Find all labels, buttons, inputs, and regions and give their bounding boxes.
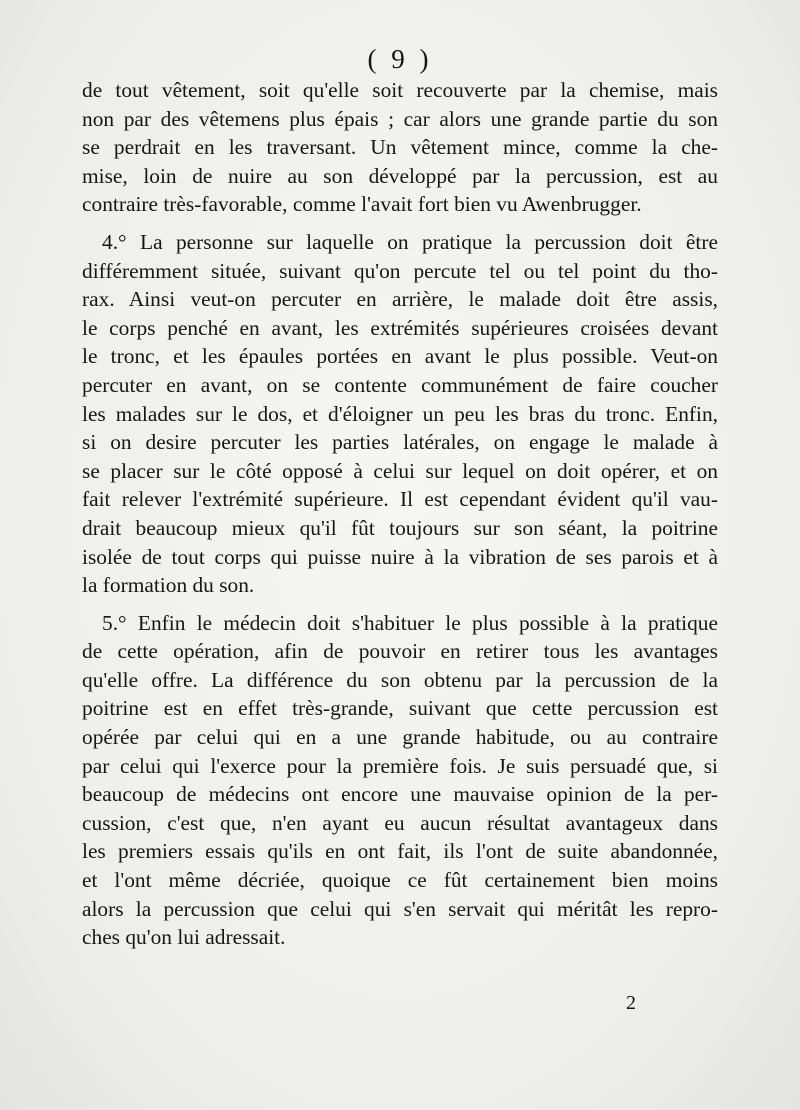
text-line: isolée de tout corps qui puisse nuire à la vibration de ses parois et à <box>82 544 718 569</box>
text-line: cussion, c'est que, n'en ayant eu aucun résultat avantageux dans <box>82 810 718 835</box>
paragraph-first-line: 5.° Enfin le médecin doit s'habituer le plus possible à la pratique <box>102 610 718 635</box>
text-line: alors la percussion que celui qui s'en servait qui méritât les repro- <box>82 896 718 921</box>
text-line: le tronc, et les épaules portées en avant le plus possible. Veut-on <box>82 344 718 369</box>
text-line: par celui qui l'exerce pour la première fois. Je suis persuadé que, si <box>82 753 718 778</box>
text-line: rax. Ainsi veut-on percuter en arrière, le malade doit être assis, <box>82 287 718 312</box>
text-line: de cette opération, afin de pouvoir en retirer tous les avantages <box>82 639 718 664</box>
text-line: se perdrait en les traversant. Un vêtement mince, comme la che- <box>82 135 718 160</box>
text-line: les premiers essais qu'ils en ont fait, ils l'ont de suite abandonnée, <box>82 839 718 864</box>
text-line: qu'elle offre. La différence du son obtenu par la percussion de la <box>82 667 718 692</box>
page-number: ( 9 ) <box>367 44 433 74</box>
text-line: si on desire percuter les parties latérales, on engage le malade à <box>82 430 718 455</box>
body-text <box>82 76 718 952</box>
text-line: poitrine est en effet très-grande, suivant que cette percussion est <box>82 696 718 721</box>
text-line: percuter en avant, on se contente communément de faire coucher <box>82 372 718 397</box>
text-line: se placer sur le côté opposé à celui sur lequel on doit opérer, et on <box>82 458 718 483</box>
text-line: mise, loin de nuire au son développé par la percussion, est au <box>82 163 718 188</box>
signature-mark: 2 <box>626 992 636 1014</box>
text-line: contraire très-favorable, comme l'avait fort bien vu Awenbrugger. <box>82 192 642 217</box>
text-line: ches qu'on lui adressait. <box>82 925 286 950</box>
text-line: la formation du son. <box>82 573 255 598</box>
text-line: le corps penché en avant, les extrémités supérieures croisées devant <box>82 315 718 340</box>
text-line: les malades sur le dos, et d'éloigner un peu les bras du tronc. Enfin, <box>82 401 718 426</box>
text-line: beaucoup de médecins ont encore une mauvaise opinion de la per- <box>82 782 718 807</box>
text-line: différemment située, suivant qu'on percute tel ou tel point du tho- <box>82 258 718 283</box>
text-line: drait beaucoup mieux qu'il fût toujours sur son séant, la poitrine <box>82 515 718 540</box>
text-line: non par des vêtemens plus épais ; car alors une grande partie du son <box>82 106 718 131</box>
text-line: et l'ont même décriée, quoique ce fût certainement bien moins <box>82 868 718 893</box>
paragraph-first-line: 4.° La personne sur laquelle on pratique la percussion doit être <box>102 229 718 254</box>
text-line: de tout vêtement, soit qu'elle soit recouverte par la chemise, mais <box>82 78 718 102</box>
text-line: opérée par celui qui en a une grande habitude, ou au contraire <box>82 725 718 750</box>
text-line: fait relever l'extrémité supérieure. Il est cependant évident qu'il vau- <box>82 487 718 512</box>
